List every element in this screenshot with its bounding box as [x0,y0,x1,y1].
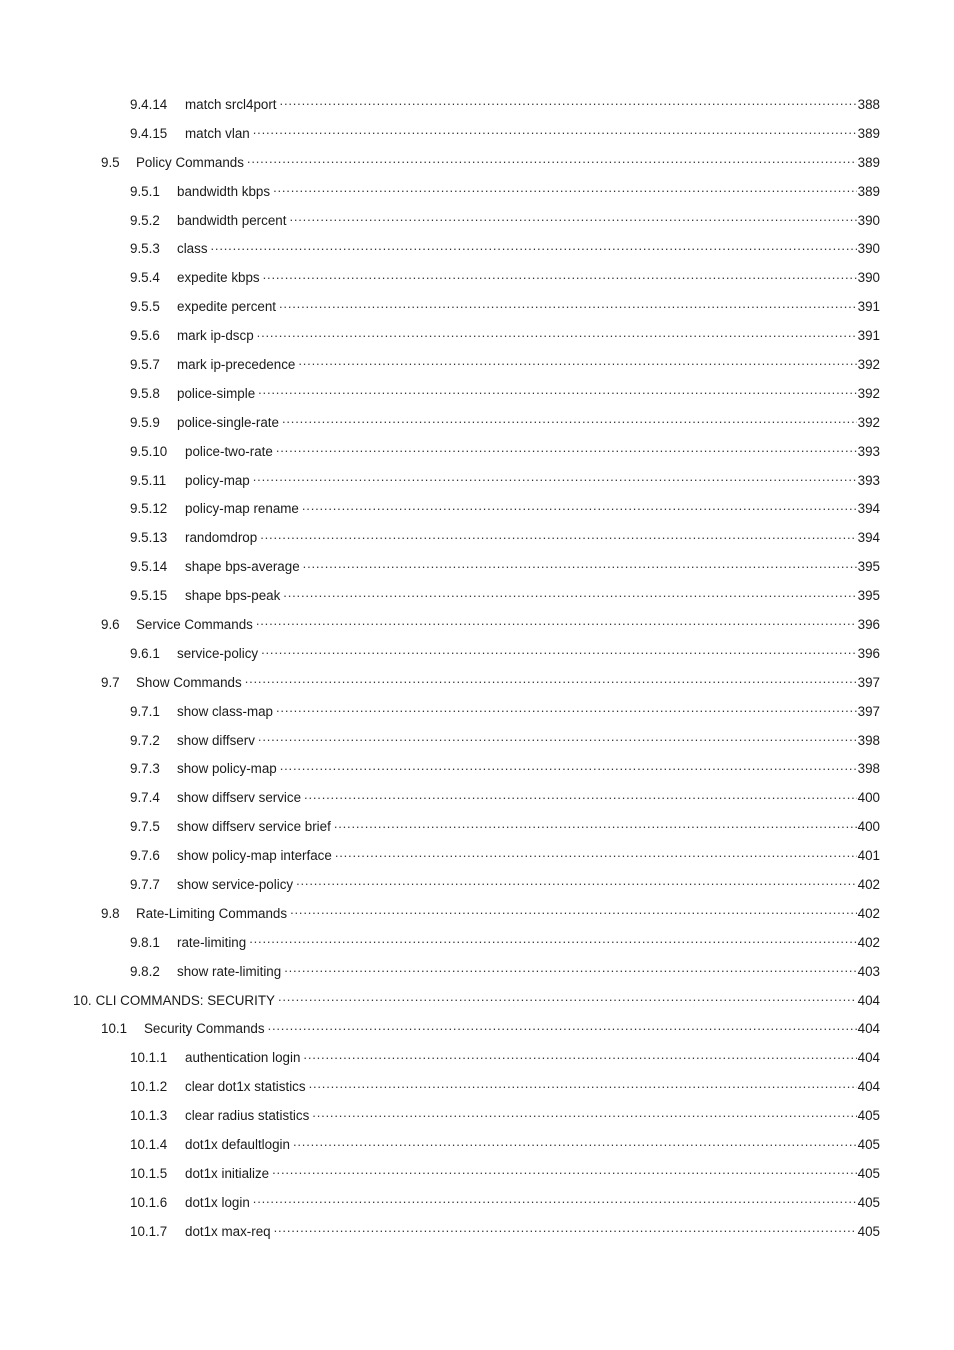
toc-entry[interactable] [0,523,954,552]
toc-entry-page-number: 397 [857,674,880,690]
dot-leader [263,273,857,287]
dot-leader [274,1226,857,1240]
dot-leader [334,822,857,836]
toc-entry[interactable] [0,1188,954,1217]
toc-entry[interactable] [0,639,954,668]
toc-entry-number: 9.5.9 [130,414,160,430]
dot-leader [272,1168,857,1182]
toc-entry-page-number: 389 [857,125,880,141]
toc-entry-page-number: 394 [857,530,880,546]
toc-entry-page-number: 405 [857,1165,880,1181]
toc-entry-title: match vlan [185,125,250,141]
dot-leader [273,186,857,200]
toc-entry-number: 9.4.15 [130,125,168,141]
toc-entry-title: mark ip-precedence [177,356,296,372]
toc-entry[interactable] [0,148,954,177]
toc-entry-number: 10.1.7 [130,1223,168,1239]
toc-entry-title: class [177,241,208,257]
toc-entry-page-number: 391 [857,328,880,344]
toc-entry-page-number: 389 [857,154,880,170]
toc-entry-number: 9.6.1 [130,645,160,661]
toc-entry-number: 9.7.1 [130,703,160,719]
toc-entry-number: 9.5.7 [130,356,160,372]
dot-leader [276,446,857,460]
toc-entry-page-number: 404 [857,1021,880,1037]
dot-leader [258,388,857,402]
toc-entry[interactable] [0,697,954,726]
toc-entry[interactable] [0,928,954,957]
toc-entry-title: shape bps-average [185,559,300,575]
toc-entry[interactable] [0,899,954,928]
toc-entry-title: show diffserv service [177,790,302,806]
toc-entry-number: 9.7.2 [130,732,160,748]
dot-leader [280,99,857,113]
dot-leader [289,215,856,229]
dot-leader [304,793,857,807]
toc-entry-title: police-single-rate [177,414,279,430]
toc-entry-page-number: 396 [857,616,880,632]
toc-entry-title: show service-policy [177,876,294,892]
toc-entry[interactable] [0,1043,954,1072]
toc-entry-number: 9.7.4 [130,790,160,806]
toc-entry[interactable] [0,206,954,235]
dot-leader [283,591,856,605]
dot-leader [280,764,857,778]
toc-entry-title: randomdrop [185,530,258,546]
dot-leader [253,128,857,142]
toc-entry[interactable] [0,234,954,263]
dot-leader [279,302,857,316]
toc-entry-number: 9.7.5 [130,819,160,835]
toc-entry[interactable] [0,292,954,321]
toc-entry[interactable] [0,783,954,812]
toc-entry-title: policy-map rename [185,501,299,517]
toc-entry-title: Policy Commands [136,154,244,170]
toc-entry-title: clear dot1x statistics [185,1079,306,1095]
toc-entry[interactable] [0,957,954,986]
toc-entry[interactable] [0,350,954,379]
toc-entry[interactable] [0,379,954,408]
toc-entry-page-number: 388 [857,96,880,112]
toc-entry-title: dot1x initialize [185,1165,270,1181]
toc-entry-number: 10.1.3 [130,1108,168,1124]
toc-entry-title: Show Commands [136,674,242,690]
toc-entry-number: 9.7.3 [130,761,160,777]
toc-entry-title: dot1x login [185,1194,250,1210]
toc-entry-title: Rate-Limiting Commands [136,905,288,921]
toc-entry-page-number: 392 [857,356,880,372]
toc-entry-number: 9.7.7 [130,876,160,892]
toc-entry-page-number: 393 [857,472,880,488]
dot-leader [261,648,857,662]
toc-entry-title: bandwidth percent [177,212,287,228]
toc-entry-title: dot1x defaultlogin [185,1137,290,1152]
toc-entry[interactable] [0,1159,954,1188]
toc-entry-page-number: 402 [857,905,880,921]
dot-leader [298,359,856,373]
dot-leader [257,331,857,345]
toc-entry-title: dot1x max-req [185,1223,271,1239]
toc-entry-page-number: 405 [857,1194,880,1210]
toc-entry-title: police-simple [177,385,256,401]
toc-entry[interactable] [0,263,954,292]
toc-entry-number: 9.7.6 [130,848,160,864]
toc-entry-number: 10.1.6 [130,1194,168,1210]
toc-entry-page-number: 400 [857,819,880,835]
toc-entry-number: 10.1.5 [130,1165,168,1181]
toc-entry-number: 9.5.1 [130,183,160,199]
toc-entry-title: bandwidth kbps [177,183,271,199]
dot-leader [276,706,857,720]
dot-leader [303,1053,856,1067]
dot-leader [293,1140,857,1154]
toc-entry-number: 9.5.3 [130,241,160,257]
toc-entry-title: Service Commands [136,616,253,632]
toc-entry[interactable] [0,494,954,523]
toc-entry-page-number: 404 [857,1079,880,1095]
toc-entry-number: 10. [73,992,92,1008]
toc-entry-title: show policy-map [177,761,277,777]
toc-entry-number: 9.5.11 [130,472,167,488]
toc-entry-number: 9.5 [101,154,120,170]
dot-leader [296,879,857,893]
toc-entry-number: 10.1.1 [130,1050,168,1066]
toc-entry-page-number: 390 [857,212,880,228]
toc-entry[interactable] [0,177,954,206]
toc-entry[interactable] [0,552,954,581]
toc-entry-number: 9.5.14 [130,559,168,575]
toc-entry-title: mark ip-dscp [177,328,254,344]
toc-entry-page-number: 397 [857,703,880,719]
toc-entry-title: show rate-limiting [177,963,282,979]
toc-entry-title: Security Commands [144,1021,265,1037]
toc-entry[interactable] [0,581,954,610]
toc-entry[interactable] [0,870,954,899]
toc-entry[interactable] [0,119,954,148]
toc-entry-number: 9.5.13 [130,530,168,546]
toc-entry-number: 9.5.4 [130,270,160,286]
toc-entry-page-number: 395 [857,588,880,604]
toc-entry[interactable] [0,986,954,1015]
dot-leader [253,1197,857,1211]
toc-entry-page-number: 402 [857,934,880,950]
toc-entry-page-number: 403 [857,963,880,979]
toc-entry-title: authentication login [185,1050,301,1066]
toc-entry-page-number: 398 [857,761,880,777]
toc-entry-title: show class-map [177,703,273,719]
toc-entry-number: 10.1.4 [130,1137,168,1152]
toc-entry-page-number: 398 [857,732,880,748]
toc-entry-page-number: 405 [857,1223,880,1239]
toc-entry-number: 9.5.10 [130,443,168,459]
toc-entry-page-number: 395 [857,559,880,575]
toc-entry-number: 9.4.14 [130,96,168,112]
toc-entry[interactable] [0,812,954,841]
toc-entry[interactable] [0,1015,954,1044]
toc-entry-number: 9.8 [101,905,120,921]
toc-entry-page-number: 401 [857,848,880,864]
toc-entry-page-number: 402 [857,876,880,892]
toc-entry-number: 9.5.15 [130,588,168,604]
toc-entry-page-number: 392 [857,385,880,401]
toc-entry[interactable] [0,408,954,437]
dot-leader [284,966,856,980]
toc-entry-title: clear radius statistics [185,1108,310,1124]
dot-leader [256,619,857,633]
toc-entry-number: 9.8.2 [130,963,160,979]
dot-leader [247,157,857,171]
dot-leader [309,1082,857,1096]
toc-entry-page-number: 391 [857,299,880,315]
dot-leader [260,533,856,547]
toc-entry-title: rate-limiting [177,934,247,950]
toc-entry-number: 9.5.5 [130,299,160,315]
toc-entry-page-number: 404 [857,992,880,1008]
toc-entry-page-number: 392 [857,414,880,430]
toc-entry-number: 9.5.2 [130,212,160,228]
dot-leader [268,1024,857,1038]
toc-entry-number: 9.7 [101,674,120,690]
toc-entry-page-number: 400 [857,790,880,806]
toc-entry-title: expedite percent [177,299,277,315]
toc-entry[interactable] [0,668,954,697]
toc-entry-page-number: 405 [857,1108,880,1124]
toc-entry[interactable] [0,754,954,783]
toc-entry[interactable] [0,437,954,466]
table-of-contents [0,90,954,1246]
toc-entry-number: 9.6 [101,616,120,632]
toc-entry-number: 9.5.6 [130,328,160,344]
toc-entry[interactable] [0,841,954,870]
dot-leader [211,244,857,258]
toc-entry-title: police-two-rate [185,443,273,459]
toc-entry-number: 9.8.1 [130,934,160,950]
toc-entry-page-number: 394 [857,501,880,517]
toc-entry-title: show diffserv service brief [177,819,331,835]
toc-entry[interactable] [0,610,954,639]
toc-entry-page-number: 390 [857,241,880,257]
toc-entry-title: show policy-map interface [177,848,332,864]
toc-entry-number: 10.1.2 [130,1079,168,1095]
toc-entry[interactable] [0,1072,954,1101]
dot-leader [245,677,857,691]
dot-leader [249,937,856,951]
toc-entry[interactable] [0,1101,954,1130]
dot-leader [278,995,857,1009]
dot-leader [253,475,857,489]
dot-leader [290,908,857,922]
toc-entry-page-number: 393 [857,443,880,459]
toc-entry[interactable] [0,466,954,495]
toc-entry[interactable] [0,1217,954,1246]
dot-leader [335,851,857,865]
toc-entry-number: 10.1 [101,1021,128,1037]
toc-entry-title: match srcl4port [185,96,277,112]
toc-entry-number: 9.5.12 [130,501,168,517]
toc-entry-number: 9.5.8 [130,385,160,401]
dot-leader [302,504,857,518]
toc-entry-page-number: 389 [857,183,880,199]
toc-entry[interactable] [0,90,954,119]
toc-entry-page-number: 390 [857,270,880,286]
toc-entry-title: policy-map [185,472,250,488]
toc-entry[interactable] [0,321,954,350]
toc-entry-page-number: 396 [857,645,880,661]
dot-leader [312,1111,856,1125]
toc-entry-title: shape bps-peak [185,588,281,604]
dot-leader [258,735,857,749]
toc-entry-title: expedite kbps [177,270,260,286]
toc-entry-page-number: 405 [857,1137,880,1152]
dot-leader [303,562,857,576]
toc-entry[interactable] [0,1130,954,1159]
toc-entry-page-number: 404 [857,1050,880,1066]
toc-entry-title: show diffserv [177,732,255,748]
toc-entry-title: service-policy [177,645,259,661]
toc-entry[interactable] [0,726,954,755]
toc-entry-title: CLI COMMANDS: SECURITY [95,992,275,1008]
dot-leader [282,417,857,431]
